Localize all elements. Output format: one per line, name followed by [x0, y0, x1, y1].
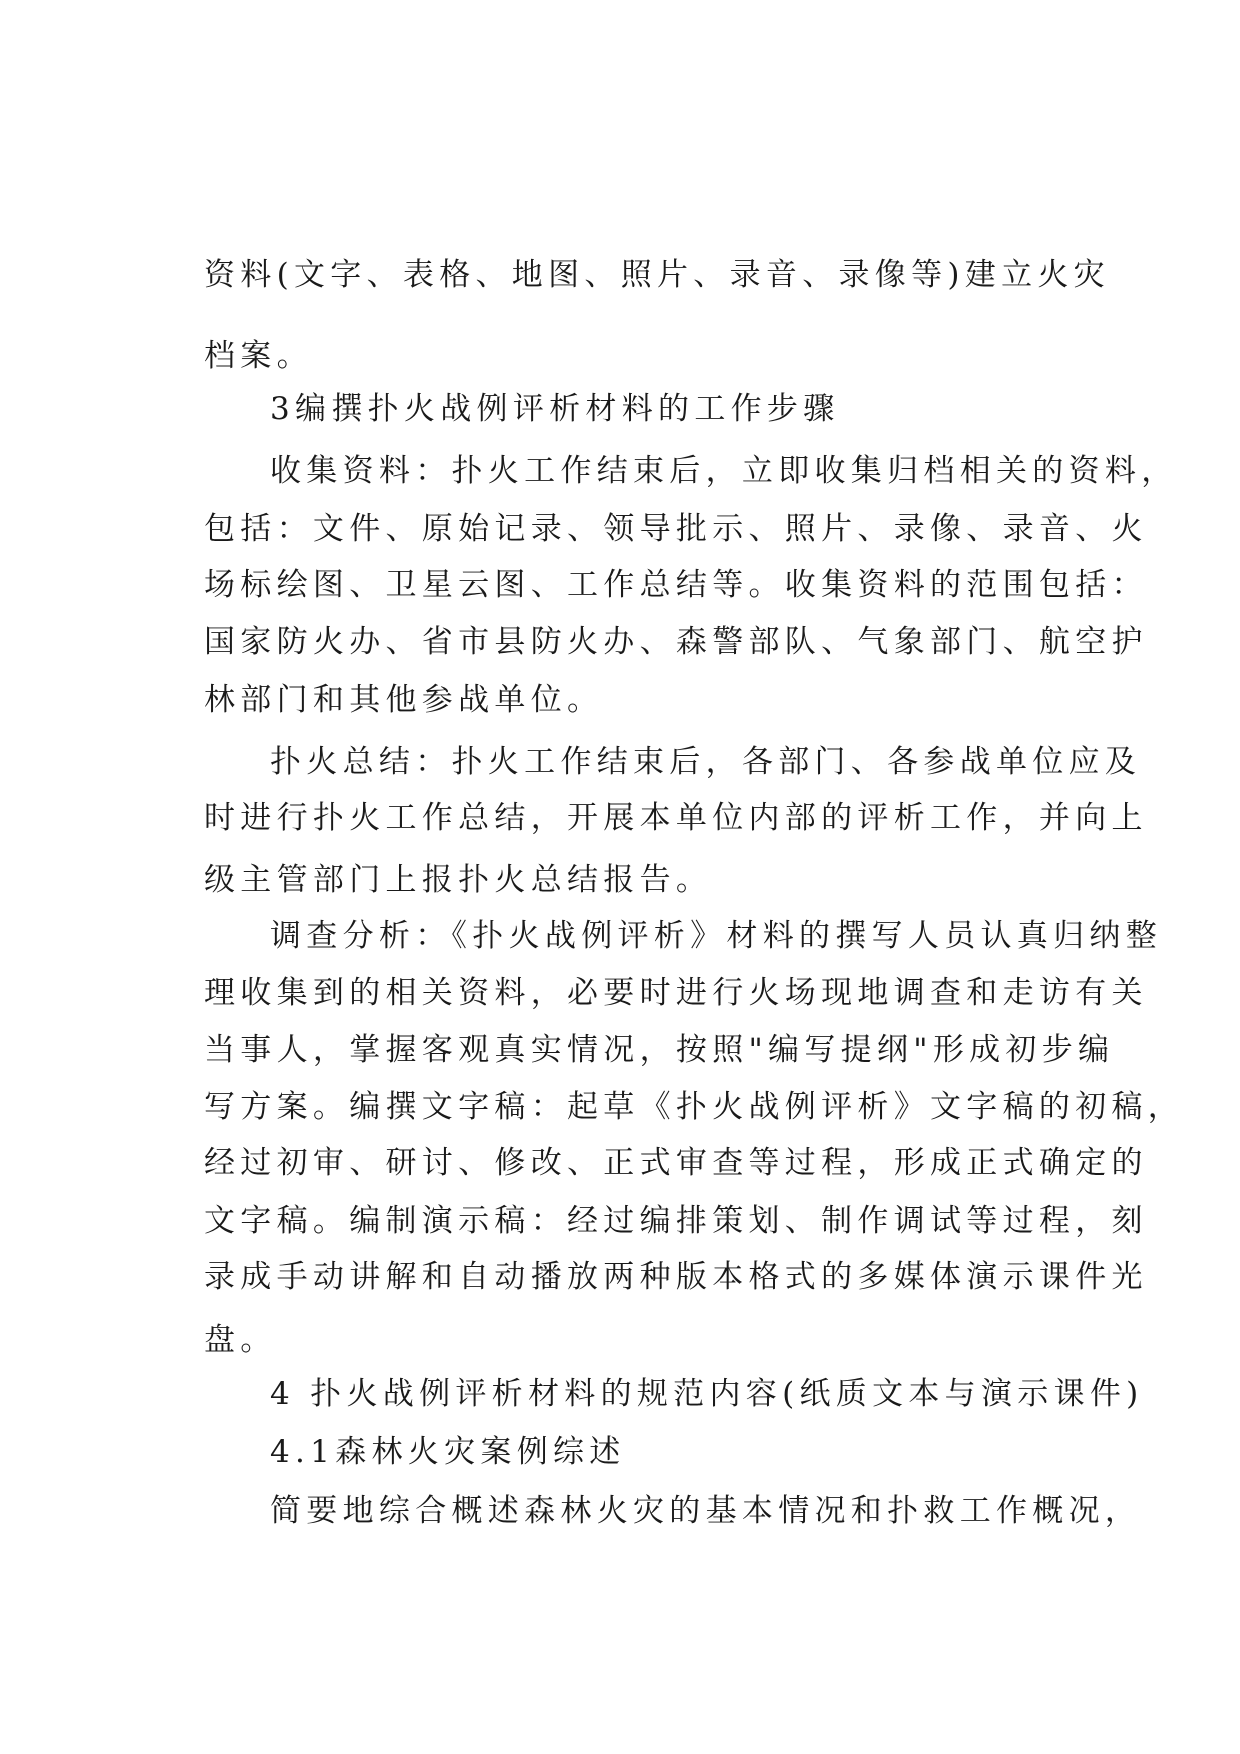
text-line-18: 录成手动讲解和自动播放两种版本格式的多媒体演示课件光	[204, 1259, 1148, 1295]
text-line-16: 经过初审、研讨、修改、正式审查等过程，形成正式确定的	[204, 1145, 1148, 1181]
text-line-8: 林部门和其他参战单位。	[204, 682, 604, 718]
text-line-14: 当事人，掌握客观真实情况，按照"编写提纲"形成初步编	[204, 1032, 1115, 1068]
text-line-12: 调查分析：《扑火战例评析》材料的撰写人员认真归纳整	[270, 918, 1162, 954]
section-heading-3: 3编撰扑火战例评析材料的工作步骤	[270, 391, 840, 427]
text-line-4: 收集资料：扑火工作结束后，立即收集归档相关的资料，	[270, 453, 1178, 489]
text-line-1: 资料(文字、表格、地图、照片、录音、录像等)建立火灾	[204, 257, 1110, 293]
text-line-6: 场标绘图、卫星云图、工作总结等。收集资料的范围包括：	[204, 567, 1148, 603]
text-line-7: 国家防火办、省市县防火办、森警部队、气象部门、航空护	[204, 624, 1148, 660]
text-line-15: 写方案。编撰文字稿：起草《扑火战例评析》文字稿的初稿，	[204, 1089, 1185, 1125]
text-line-13: 理收集到的相关资料，必要时进行火场现地调查和走访有关	[204, 975, 1148, 1011]
section-heading-4-1: 4.1森林火灾案例综述	[270, 1434, 626, 1470]
text-line-22: 简要地综合概述森林火灾的基本情况和扑救工作概况，	[270, 1493, 1142, 1529]
text-line-10: 时进行扑火工作总结，开展本单位内部的评析工作，并向上	[204, 800, 1148, 836]
text-line-2: 档案。	[204, 338, 313, 374]
section-heading-4: 4 扑火战例评析材料的规范内容(纸质文本与演示课件)	[270, 1376, 1144, 1412]
text-line-17: 文字稿。编制演示稿：经过编排策划、制作调试等过程，刻	[204, 1203, 1148, 1239]
text-line-5: 包括：文件、原始记录、领导批示、照片、录像、录音、火	[204, 511, 1148, 547]
text-line-19: 盘。	[204, 1322, 277, 1358]
text-line-9: 扑火总结：扑火工作结束后，各部门、各参战单位应及	[270, 744, 1142, 780]
text-line-11: 级主管部门上报扑火总结报告。	[204, 862, 713, 898]
